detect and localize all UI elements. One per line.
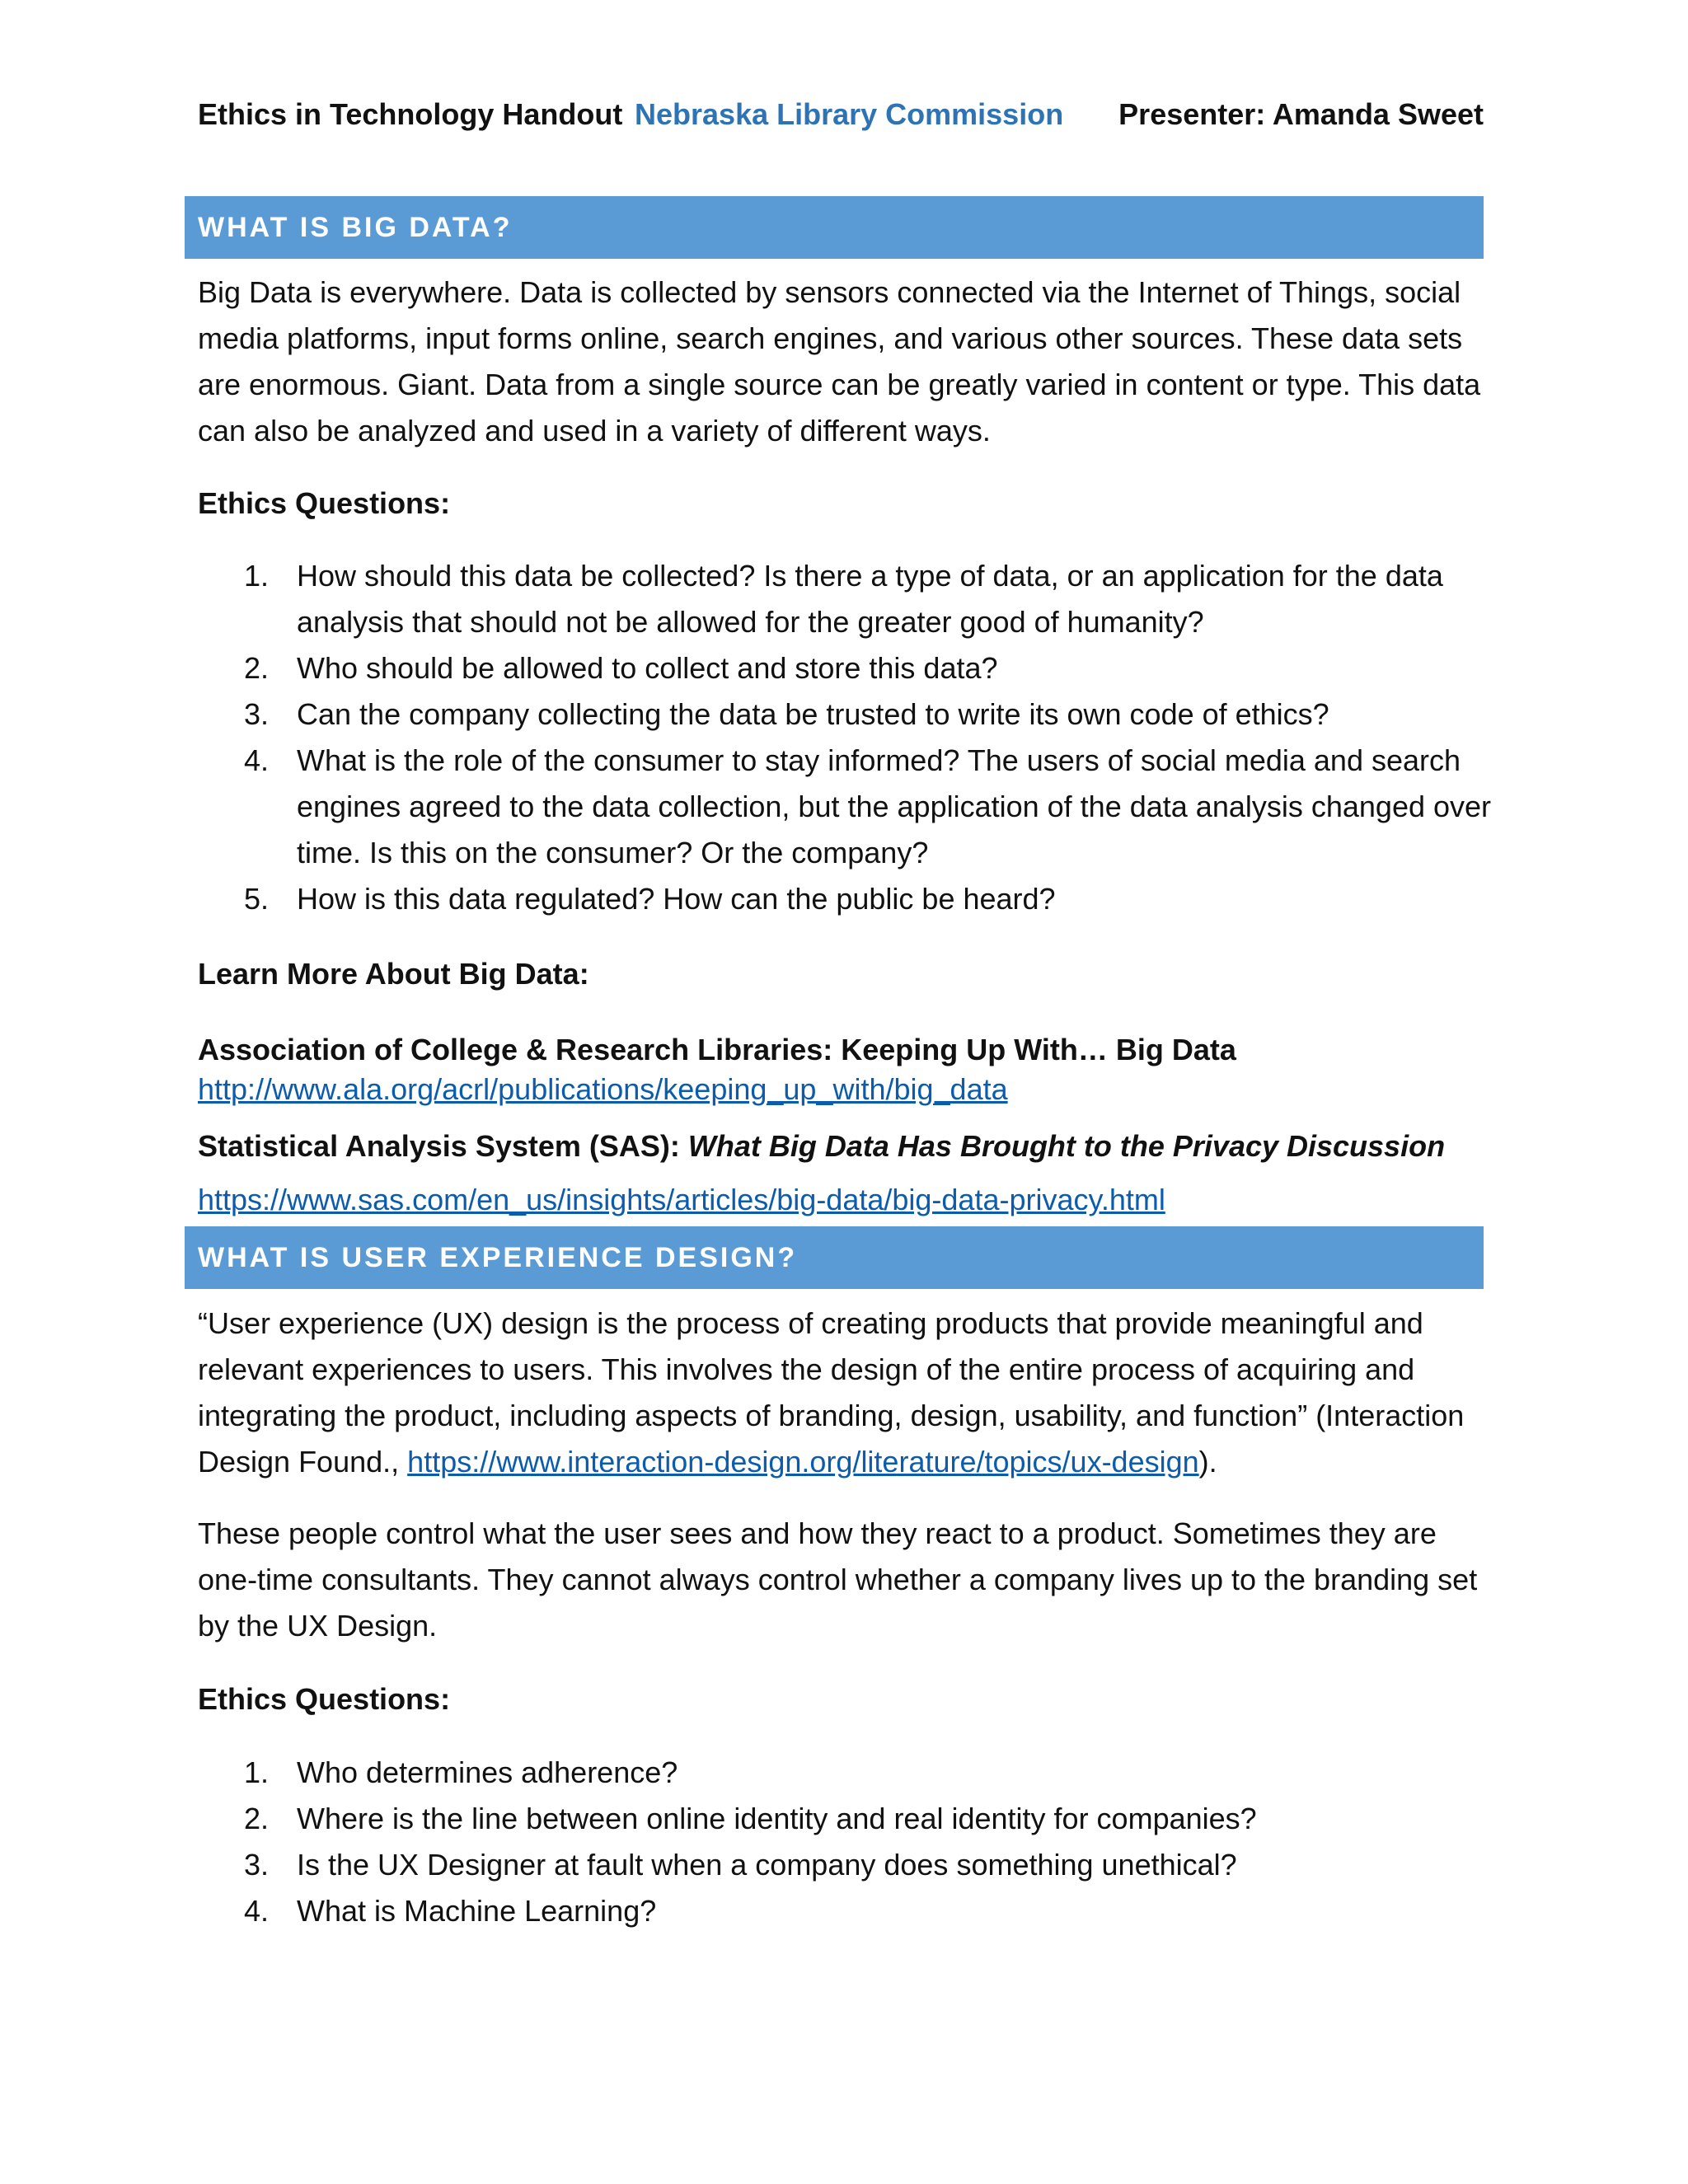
list-item-text: Where is the line between online identity and real identity for companies? xyxy=(297,1802,1257,1835)
list-item-text: Who should be allowed to collect and store this data? xyxy=(297,651,998,685)
list-item-text: Who determines adherence? xyxy=(297,1755,678,1789)
list-item-number: 5. xyxy=(244,882,270,916)
interaction-design-link[interactable]: https://www.interaction-design.org/literature/topics/ux-design xyxy=(407,1445,1199,1479)
ux-quote-text: “User experience (UX) design is the process of creating products that provide meaningful and relevant experiences to users. This involves the design of the entire process of acquiring and integrating the product, including aspects of branding, design, usability, and function” (Interaction Design Found., xyxy=(198,1306,1465,1479)
list-item-number: 3. xyxy=(244,697,270,731)
list-item xyxy=(198,738,1500,876)
reference-title-sas xyxy=(198,1125,1445,1168)
page-header xyxy=(198,97,1484,138)
big-data-paragraph: Big Data is everywhere. Data is collected by sensors connected via the Internet of Things, social media platforms, input forms online, search engines, and various other sources. These data sets are enormous. Giant. Data from a single source can be greatly varied in content or type. This data can also be analyzed and used in a variety of different ways. xyxy=(198,275,1481,448)
list-item-number: 4. xyxy=(244,743,270,777)
list-item-number: 4. xyxy=(244,1894,270,1928)
list-item-text: How should this data be collected? Is there a type of data, or an application for the data analysis that should not be allowed for the greater good of humanity? xyxy=(297,559,1443,639)
ux-definition-paragraph xyxy=(198,1301,1492,1485)
list-item-number: 1. xyxy=(244,559,270,593)
list-item xyxy=(198,876,1500,922)
ethics-questions-label-ux: Ethics Questions: xyxy=(198,1682,451,1716)
list-item-number: 1. xyxy=(244,1755,270,1789)
ux-questions-list xyxy=(198,1750,1500,1934)
section-heading-big-data: WHAT IS BIG DATA? xyxy=(185,196,1484,259)
ethics-questions-label: Ethics Questions: xyxy=(198,486,451,520)
ux-quote-end: ). xyxy=(1198,1445,1217,1479)
handout-title: Ethics in Technology Handout xyxy=(198,97,623,131)
big-data-questions-list xyxy=(198,553,1500,922)
acrl-link[interactable]: http://www.ala.org/acrl/publications/keeping_up_with/big_data xyxy=(198,1072,1008,1106)
ux-designers-paragraph: These people control what the user sees and how they react to a product. Sometimes they are one-time consultants. They cannot always control whether a company lives up to the branding set by the UX Design. xyxy=(198,1516,1478,1643)
list-item-number: 2. xyxy=(244,651,270,685)
list-item-text: Is the UX Designer at fault when a company does something unethical? xyxy=(297,1848,1237,1882)
list-item xyxy=(198,1796,1500,1842)
list-item-text: What is the role of the consumer to stay informed? The users of social media and search engines agreed to the data collection, but the application of the data analysis changed over time. Is this on the consumer? Or the company? xyxy=(297,743,1492,869)
reference-title-acrl: Association of College & Research Libraries: Keeping Up With… Big Data xyxy=(198,1033,1236,1066)
list-item-text: What is Machine Learning? xyxy=(297,1894,657,1928)
reference-link-sas[interactable] xyxy=(198,1179,1165,1221)
presenter-name: Presenter: Amanda Sweet xyxy=(1118,97,1484,131)
list-item-text: How is this data regulated? How can the public be heard? xyxy=(297,882,1056,916)
sas-title-prefix: Statistical Analysis System (SAS): xyxy=(198,1129,680,1163)
sas-link[interactable]: https://www.sas.com/en_us/insights/articles/big-data/big-data-privacy.html xyxy=(198,1183,1165,1216)
list-item-number: 2. xyxy=(244,1802,270,1835)
list-item xyxy=(198,553,1500,645)
learn-more-label: Learn More About Big Data: xyxy=(198,957,589,991)
list-item xyxy=(198,1888,1500,1934)
list-item xyxy=(198,1750,1500,1796)
list-item-number: 3. xyxy=(244,1848,270,1882)
section-heading-ux-design: WHAT IS USER EXPERIENCE DESIGN? xyxy=(185,1226,1484,1289)
list-item xyxy=(198,645,1500,691)
list-item xyxy=(198,1842,1500,1888)
list-item-text: Can the company collecting the data be trusted to write its own code of ethics? xyxy=(297,697,1329,731)
reference-link-acrl[interactable] xyxy=(198,1068,1008,1111)
list-item xyxy=(198,691,1500,738)
sas-title-italic: What Big Data Has Brought to the Privacy Discussion xyxy=(687,1129,1446,1163)
organization-name: Nebraska Library Commission xyxy=(635,97,1064,131)
